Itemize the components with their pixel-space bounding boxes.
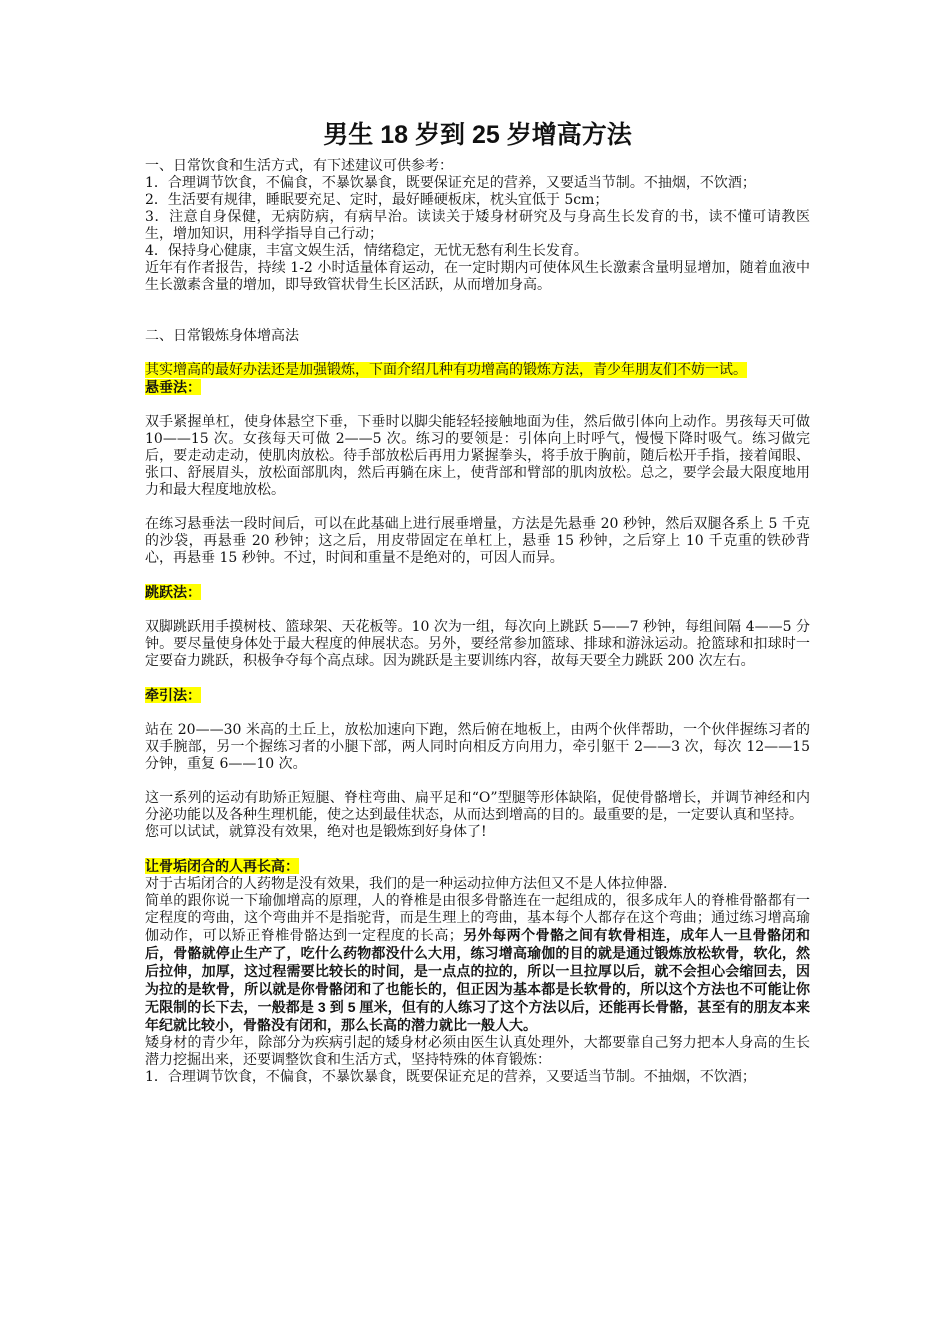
jump-method-paragraph: 双脚跳跃用手摸树枝、篮球架、天花板等。10 次为一组，每次向上跳跃 5——7 秒钟，每组间隔 4——5 分钟。要尽量使身体处于最大程度的伸展状态。另外，要经常参加篮球、排球和游泳运动。抢篮球和扣球时一定要奋力跳跃，积极争夺每个高点球。因为跳跃是主要训练内容，故每天要全力跳跃 200 次左右。 [145, 619, 810, 669]
section1-item-3: 3．注意自身保健，无病防病，有病早治。读读关于矮身材研究及与身高生长发育的书，读不懂可请教医生，增加知识，用科学指导自己行动； [145, 209, 810, 242]
hang-method-label: 悬垂法： [145, 379, 201, 395]
section2-intro [145, 362, 810, 379]
yoga-principle-bold-text: 另外每两个骨骼之间有软骨相连，成年人一旦骨骼闭和后，骨骼就停止生产了，吃什么药物都没什么大用，练习增高瑜伽的目的就是通过锻炼放松软骨，软化，然后拉伸，加厚，这过程需要比较长的时间，是一点点的拉的，所以一旦拉厚以后，就不会担心会缩回去，因为拉的是软骨，所以就是你骨骼闭和了也能长的，但正因为基本都是长软骨的，所以这个方法也不可能让你无限制的长下去，一般都是 3 到 5 厘米，但有的人练习了这个方法以后，还能再长骨骼，甚至有的朋友本来年纪就比较小，骨骼没有闭和，那么长高的潜力就比一般人大。 [145, 927, 811, 1033]
hang-method-paragraph-2: 在练习悬垂法一段时间后，可以在此基础上进行展垂增量，方法是先悬垂 20 秒钟，然后双腿各系上 5 千克的沙袋，再悬垂 20 秒钟；这之后，用皮带固定在单杠上，悬垂 15 秒钟，之后穿上 10 千克重的铁砂背心，再悬垂 15 秒钟。不过，时间和重量不是绝对的，可因人而异。 [145, 516, 810, 566]
section2-heading: 二、日常锻炼身体增高法 [145, 328, 299, 344]
closed-growth-paragraph-4: 1．合理调节饮食，不偏食，不暴饮暴食，既要保证充足的营养，又要适当节制。不抽烟，不饮酒； [145, 1069, 756, 1085]
pull-method-paragraph: 站在 20——30 米高的土丘上，放松加速向下跑，然后俯在地板上，由两个伙伴帮助，一个伙伴握练习者的双手腕部，另一个握练习者的小腿下部，两人同时向相反方向用力，牵引躯干 2——3 次，每次 12——15 分钟，重复 6——10 次。 [145, 722, 810, 772]
closed-growth-label: 让骨垢闭合的人再长高： [145, 858, 299, 874]
section1-item-4: 4．保持身心健康，丰富文娱生活，情绪稳定，无忧无愁有利生长发育。 [145, 243, 588, 259]
closed-growth-paragraph-1: 对于古垢闭合的人药物是没有效果，我们的是一种运动拉伸方法但又不是人体拉伸器. [145, 876, 668, 892]
section1-note: 近年有作者报告，持续 1-2 小时适量体育运动，在一定时期内可使体风生长激素含量明显增加，随着血液中生长激素含量的增加，即导致管状骨生长区活跃，从而增加身高。 [145, 260, 810, 293]
summary-paragraph: 这一系列的运动有助矫正短腿、脊柱弯曲、扁平足和“O”型腿等形体缺陷，促使骨骼增长，并调节神经和内分泌功能以及各种生理机能，使之达到最佳状态，从而达到增高的目的。最重要的是，一定要认真和坚持。 [145, 790, 810, 823]
closed-growth-label-row [145, 858, 810, 876]
section1-item-1: 1．合理调节饮食，不偏食，不暴饮暴食，既要保证充足的营养，又要适当节制。不抽烟，不饮酒； [145, 175, 756, 191]
summary-closing: 您可以试试，就算没有效果，绝对也是锻炼到好身体了! [145, 824, 487, 840]
document-body [145, 118, 810, 1086]
section1-item-2: 2．生活要有规律，睡眠要充足、定时，最好睡硬板床，枕头宜低于 5cm； [145, 192, 609, 208]
pull-method-label-row [145, 687, 810, 705]
jump-method-label: 跳跃法： [145, 584, 201, 600]
document-title: 男生 18 岁到 25 岁增高方法 [323, 121, 632, 149]
intro-highlight: 其实增高的最好办法还是加强锻炼，下面介绍几种有功增高的锻炼方法，青少年朋友们不妨一试。 [145, 362, 747, 378]
hang-method-label-row [145, 379, 810, 397]
closed-growth-paragraph-3: 矮身材的青少年，除部分为疾病引起的矮身材必须由医生认真处理外，大都要靠自己努力把本人身高的生长潜力挖掘出来，还要调整饮食和生活方式，坚持特殊的体育锻炼： [145, 1035, 810, 1068]
section1-heading: 一、日常饮食和生活方式，有下述建议可供参考： [145, 158, 453, 174]
pull-method-label: 牵引法： [145, 687, 201, 703]
closed-growth-paragraph-2 [145, 893, 810, 1035]
yoga-principle-text: 简单的跟你说一下瑜伽增高的原理，人的脊椎是由很多骨骼连在一起组成的，很多成年人的脊椎骨骼都有一定程度的弯曲，这个弯曲并不是指驼背，而是生理上的弯曲，基本每个人都存在这个弯曲；通过练习增高瑜伽动作，可以矫正脊椎骨骼达到一定程度的长高； [145, 893, 810, 944]
jump-method-label-row [145, 584, 810, 602]
hang-method-paragraph-1: 双手紧握单杠，使身体悬空下垂，下垂时以脚尖能轻轻接触地面为佳，然后做引体向上动作。男孩每天可做 10——15 次。女孩每天可做 2——5 次。练习的要领是：引体向上时呼气，慢慢下降时吸气。练习做完后，要走动走动，使肌肉放松。待手部放松后再用力紧握拳头，将手放于胸前，随后松开手指，接着闻眼、张口、舒展眉头，放松面部肌肉，然后再躺在床上，使背部和臂部的肌肉放松。总之，要学会最大限度地用力和最大程度地放松。 [145, 414, 810, 498]
